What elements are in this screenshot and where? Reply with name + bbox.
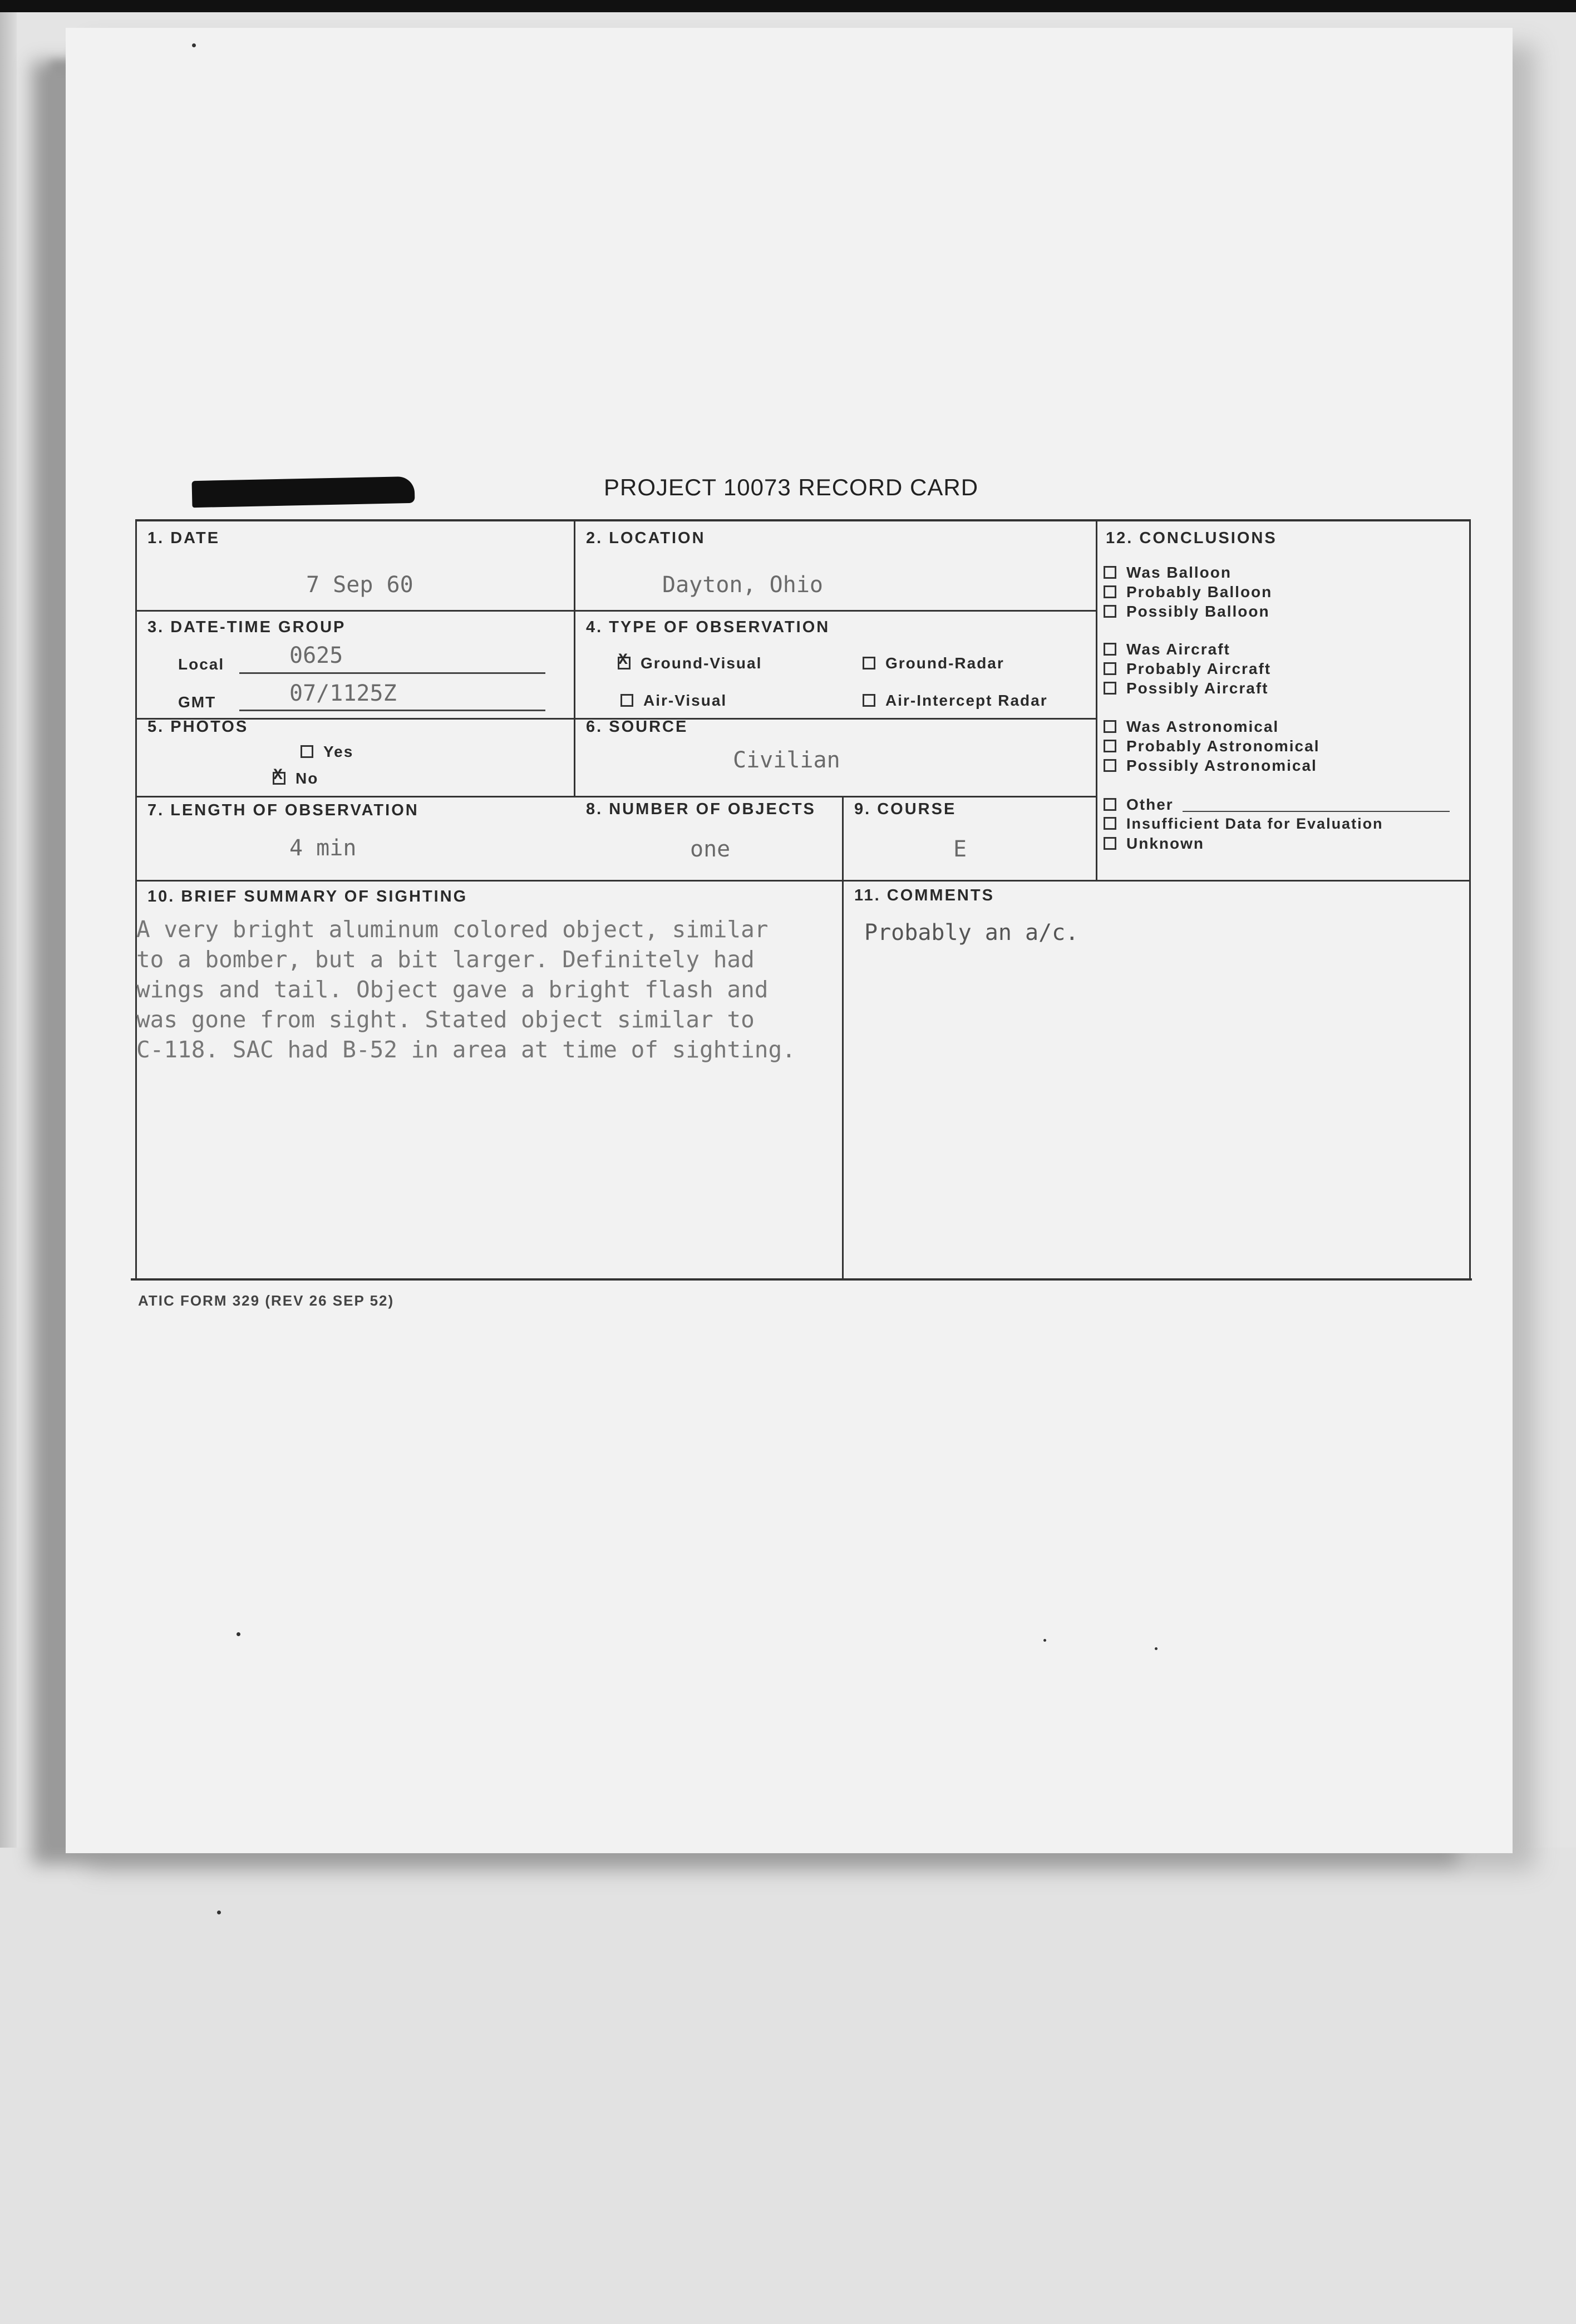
divider-objects-course: [842, 796, 844, 880]
conclusion-label: Probably Balloon: [1126, 583, 1273, 600]
date-label: 1. DATE: [147, 529, 220, 547]
checkbox: [1104, 740, 1116, 752]
location-value: Dayton, Ohio: [662, 572, 823, 598]
dust-speck: [237, 1632, 240, 1636]
card-title: PROJECT 10073 RECORD CARD: [604, 474, 979, 500]
conclusion-insufficient-data: [1104, 815, 1383, 833]
option-ground-radar: [863, 654, 1004, 672]
summary-line: to a bomber, but a bit larger. Definitely had: [136, 946, 755, 973]
summary-line: wings and tail. Object gave a bright flash and: [136, 976, 769, 1003]
checkbox-ground-radar: [863, 657, 875, 669]
dust-speck: [217, 1911, 221, 1914]
checkbox: [1104, 585, 1116, 598]
summary-label: 10. BRIEF SUMMARY OF SIGHTING: [147, 888, 468, 905]
option-photos-no: [273, 767, 319, 787]
conclusion-was-balloon: [1104, 564, 1232, 582]
checkbox: [1104, 566, 1116, 579]
checkbox: [1104, 720, 1116, 733]
summary-line: was gone from sight. Stated object similar to: [136, 1006, 755, 1033]
option-air-intercept-radar: [863, 692, 1048, 710]
checkbox: [1104, 643, 1116, 656]
conclusion-probably-balloon: [1104, 583, 1272, 601]
summary-text: [136, 914, 843, 1065]
objects-value: one: [690, 836, 731, 862]
comments-value: Probably an a/c.: [864, 920, 1079, 946]
conclusion-possibly-astronomical: [1104, 757, 1317, 775]
conclusion-label: Insufficient Data for Evaluation: [1126, 815, 1383, 832]
film-border-top: [0, 0, 1576, 12]
option-ground-visual: [618, 654, 762, 672]
checkbox-ground-visual: [618, 652, 631, 669]
label-air-intercept-radar: Air-Intercept Radar: [885, 692, 1048, 709]
conclusion-label: Was Aircraft: [1126, 641, 1230, 658]
divider-col1: [574, 519, 575, 796]
checkbox: [1104, 817, 1116, 830]
course-value: E: [953, 836, 967, 862]
divider-conclusions: [1096, 519, 1097, 880]
checkbox-air-intercept-radar: [863, 694, 875, 707]
conclusion-unknown: [1104, 835, 1204, 853]
checkbox: [1104, 837, 1116, 850]
label-photos-no: No: [296, 770, 319, 787]
other-underline: [1183, 811, 1450, 812]
frame-top: [135, 519, 1471, 521]
date-time-group-label: 3. DATE-TIME GROUP: [147, 618, 346, 636]
gmt-label: GMT: [178, 693, 216, 711]
form-number: ATIC FORM 329 (REV 26 SEP 52): [138, 1292, 395, 1309]
conclusion-label: Probably Astronomical: [1126, 737, 1320, 755]
label-ground-visual: Ground-Visual: [641, 654, 762, 672]
conclusion-label: Possibly Astronomical: [1126, 757, 1317, 774]
checkmark: X: [273, 767, 284, 784]
conclusion-label: Unknown: [1126, 835, 1204, 852]
checkmark: X: [618, 652, 629, 669]
conclusion-label: Was Astronomical: [1126, 718, 1279, 735]
gmt-underline: [239, 710, 545, 711]
conclusion-label: Probably Aircraft: [1126, 660, 1272, 677]
conclusion-probably-astronomical: [1104, 737, 1319, 755]
checkbox-photos-yes: [301, 745, 313, 758]
conclusion-was-astronomical: [1104, 718, 1279, 736]
divider-row3: [135, 796, 1097, 797]
frame-right: [1469, 519, 1471, 1279]
divider-row1: [135, 610, 1097, 612]
scan-background: [0, 1848, 1576, 2324]
checkbox: [1104, 798, 1116, 811]
label-air-visual: Air-Visual: [643, 692, 727, 709]
redaction-mark: [192, 476, 415, 508]
conclusion-possibly-aircraft: [1104, 680, 1268, 697]
divider-row4: [135, 880, 1471, 882]
local-label: Local: [178, 656, 225, 673]
checkbox-photos-no: [273, 767, 285, 785]
location-label: 2. LOCATION: [586, 529, 706, 547]
gmt-value: 07/1125Z: [289, 681, 397, 706]
frame-left: [135, 519, 137, 1281]
date-value: 7 Sep 60: [306, 572, 413, 598]
source-value: Civilian: [733, 747, 840, 773]
comments-label: 11. COMMENTS: [854, 887, 994, 904]
conclusion-label: Possibly Aircraft: [1126, 680, 1269, 697]
option-photos-yes: [301, 743, 353, 761]
frame-bottom: [131, 1278, 1472, 1281]
conclusion-was-aircraft: [1104, 641, 1230, 658]
checkbox: [1104, 662, 1116, 675]
dust-speck: [1043, 1639, 1046, 1642]
conclusions-label: 12. CONCLUSIONS: [1106, 529, 1277, 547]
conclusion-label: Possibly Balloon: [1126, 603, 1270, 620]
length-value: 4 min: [289, 835, 357, 861]
label-photos-yes: Yes: [323, 743, 354, 760]
checkbox-air-visual: [620, 694, 633, 707]
option-air-visual: [620, 692, 727, 710]
local-value: 0625: [289, 643, 343, 668]
conclusion-label: Other: [1126, 796, 1174, 813]
label-ground-radar: Ground-Radar: [885, 654, 1004, 672]
checkbox: [1104, 605, 1116, 618]
checkbox: [1104, 682, 1116, 695]
dust-speck: [1155, 1647, 1158, 1650]
conclusion-probably-aircraft: [1104, 660, 1271, 678]
summary-line: A very bright aluminum colored object, similar: [136, 916, 769, 943]
conclusion-label: Was Balloon: [1126, 564, 1232, 581]
conclusion-other: [1104, 796, 1174, 814]
photos-label: 5. PHOTOS: [147, 718, 249, 736]
source-label: 6. SOURCE: [586, 718, 688, 736]
record-card-form: [131, 519, 1472, 1282]
summary-line: C-118. SAC had B-52 in area at time of sighting.: [136, 1036, 796, 1063]
course-label: 9. COURSE: [854, 800, 957, 818]
length-label: 7. LENGTH OF OBSERVATION: [147, 801, 419, 819]
local-underline: [239, 672, 545, 674]
conclusion-possibly-balloon: [1104, 603, 1270, 621]
observation-type-label: 4. TYPE OF OBSERVATION: [586, 618, 830, 636]
dust-speck: [192, 43, 196, 47]
checkbox: [1104, 759, 1116, 772]
objects-label: 8. NUMBER OF OBJECTS: [586, 800, 816, 818]
